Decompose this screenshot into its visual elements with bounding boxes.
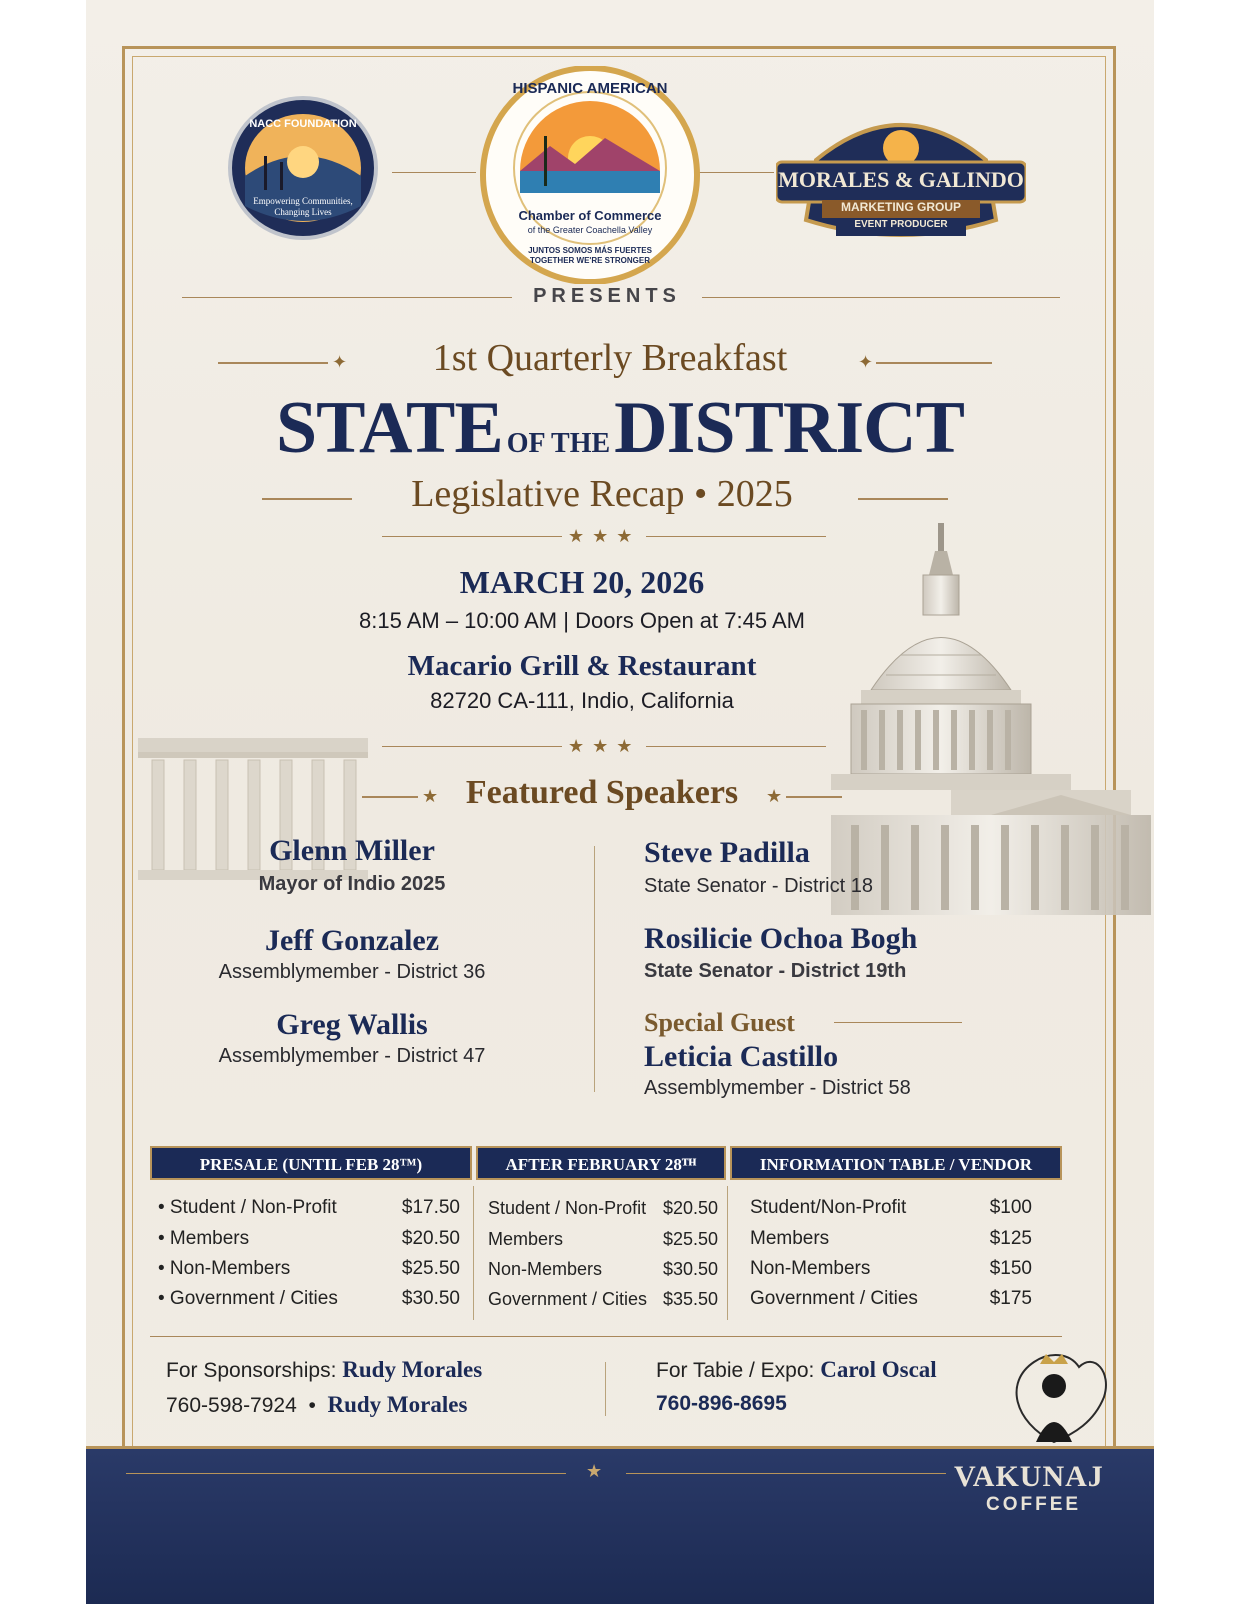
vakunaj-logo-text: VAKUNAJ [954, 1460, 1104, 1493]
speaker-name: Steve Padilla [644, 836, 810, 869]
star-icon: ★ [766, 786, 783, 806]
table-expo-phone: 760-896-8695 [656, 1392, 787, 1415]
footer-rule [626, 1473, 946, 1474]
pricing-header-vendor: INFORMATION TABLE / VENDOR [730, 1146, 1062, 1180]
price-row: Government / Cities $35.50 [488, 1289, 718, 1309]
star-icon: ✦ [858, 352, 874, 372]
subtitle-rule-right [876, 362, 992, 364]
divider [382, 536, 562, 537]
presents-rule-left [182, 297, 512, 298]
star-icon: ✦ [332, 352, 348, 372]
price-row: • Members $20.50 [158, 1228, 460, 1249]
nacc-tagline: Empowering Communities, Changing Lives [253, 196, 353, 217]
special-guest-rule [834, 1022, 962, 1023]
special-guest-label: Special Guest [644, 1008, 795, 1037]
speakers-column-divider [594, 846, 595, 1092]
chamber-name: Chamber of Commerce [518, 208, 662, 223]
mg-sub: MARKETING GROUP [841, 200, 961, 214]
logo-divider-left [392, 172, 476, 173]
star-icon: ★ [586, 1461, 603, 1481]
price-row: Student / Non-Profit $20.50 [488, 1198, 718, 1218]
price-row: Student/Non-Profit $100 [750, 1197, 1032, 1218]
title-state: STATE [276, 387, 503, 469]
recap-rule-left [262, 498, 352, 500]
speaker-name: Rosilicie Ochoa Bogh [644, 922, 918, 955]
logo-divider-right [696, 172, 774, 173]
event-date: MARCH 20, 2026 [459, 564, 705, 600]
event-subtitle: 1st Quarterly Breakfast [432, 337, 788, 379]
stars-ornament-icon: ★★★ [568, 736, 641, 756]
divider [646, 746, 826, 747]
speaker-title: Mayor of Indio 2025 [258, 873, 446, 895]
sponsorship-phone: 760-598-7924 • Rudy Morales [166, 1392, 468, 1417]
chamber-motto-es: JUNTOS SOMOS MÁS FUERTES [528, 246, 652, 255]
chamber-motto-en: TOGETHER WE'RE STRONGER [530, 256, 650, 265]
mg-name: MORALES & GALINDO [778, 167, 1024, 192]
speaker-title: State Senator - District 18 [644, 875, 873, 897]
speaker-name: Greg Wallis [276, 1008, 428, 1041]
price-row: Government / Cities $175 [750, 1288, 1032, 1309]
event-recap: Legislative Recap • 2025 [411, 473, 793, 515]
mg-role: EVENT PRODUCER [854, 219, 948, 230]
sponsorship-contact: For Sponsorships: Rudy Morales [166, 1357, 483, 1382]
speakers-rule-right [786, 796, 842, 798]
contacts-column-divider [605, 1362, 606, 1416]
price-row: Non-Members $30.50 [488, 1259, 718, 1279]
presents-rule-right [702, 297, 1060, 298]
price-row: Members $25.50 [488, 1229, 718, 1249]
pricing-divider [727, 1186, 728, 1320]
chamber-ring-top: HISPANIC AMERICAN [512, 80, 668, 97]
speaker-title: State Senator - District 19th [644, 960, 907, 982]
chamber-sub: of the Greater Coachella Valley [527, 225, 653, 235]
price-row: • Government / Cities $30.50 [158, 1288, 460, 1309]
pricing-header-after: AFTER FEBRUARY 28ᵀᴴ [476, 1146, 726, 1180]
vakunaj-emblem-icon [994, 1342, 1114, 1454]
speaker-title: Assemblymember - District 36 [218, 961, 486, 983]
title-district: DISTRICT [614, 387, 964, 469]
divider [646, 536, 826, 537]
table-expo-contact: For Tabie / Expo: Carol Oscal [656, 1357, 937, 1382]
pricing-divider [473, 1186, 474, 1320]
speakers-rule-left [362, 796, 418, 798]
price-row: • Student / Non-Profit $17.50 [158, 1197, 460, 1218]
event-title [166, 386, 1074, 471]
stars-ornament-icon: ★★★ [568, 526, 641, 546]
star-icon: ★ [422, 786, 439, 806]
event-poster [86, 0, 1154, 1604]
capitol-dome-illustration [831, 515, 1151, 935]
presents-label: PRESENTS [533, 285, 681, 307]
title-of-the: OF THE [506, 428, 611, 459]
nacc-ring-text: NACC FOUNDATION [249, 118, 357, 130]
speaker-name: Glenn Miller [269, 834, 435, 867]
price-row: Members $125 [750, 1228, 1032, 1249]
price-row: Non-Members $150 [750, 1258, 1032, 1279]
divider [382, 746, 562, 747]
speaker-title: Assemblymember - District 47 [218, 1045, 486, 1067]
vakunaj-coffee-text: COFFEE [986, 1494, 1082, 1515]
event-time: 8:15 AM – 10:00 AM | Doors Open at 7:45 AM [359, 608, 805, 633]
subtitle-rule-left [218, 362, 328, 364]
contacts-divider [150, 1336, 1062, 1337]
pricing-header-presale: PRESALE (UNTIL FEB 28™) [150, 1146, 472, 1180]
event-address: 82720 CA-111, Indio, California [430, 688, 734, 713]
footer-rule [126, 1473, 566, 1474]
speakers-heading: Featured Speakers [465, 774, 739, 811]
speaker-title: Assemblymember - District 58 [644, 1077, 911, 1099]
speaker-name: Jeff Gonzalez [264, 924, 440, 957]
price-row: • Non-Members $25.50 [158, 1258, 460, 1279]
recap-rule-right [858, 498, 948, 500]
event-venue: Macario Grill & Restaurant [407, 650, 757, 682]
speaker-name: Leticia Castillo [644, 1040, 839, 1073]
